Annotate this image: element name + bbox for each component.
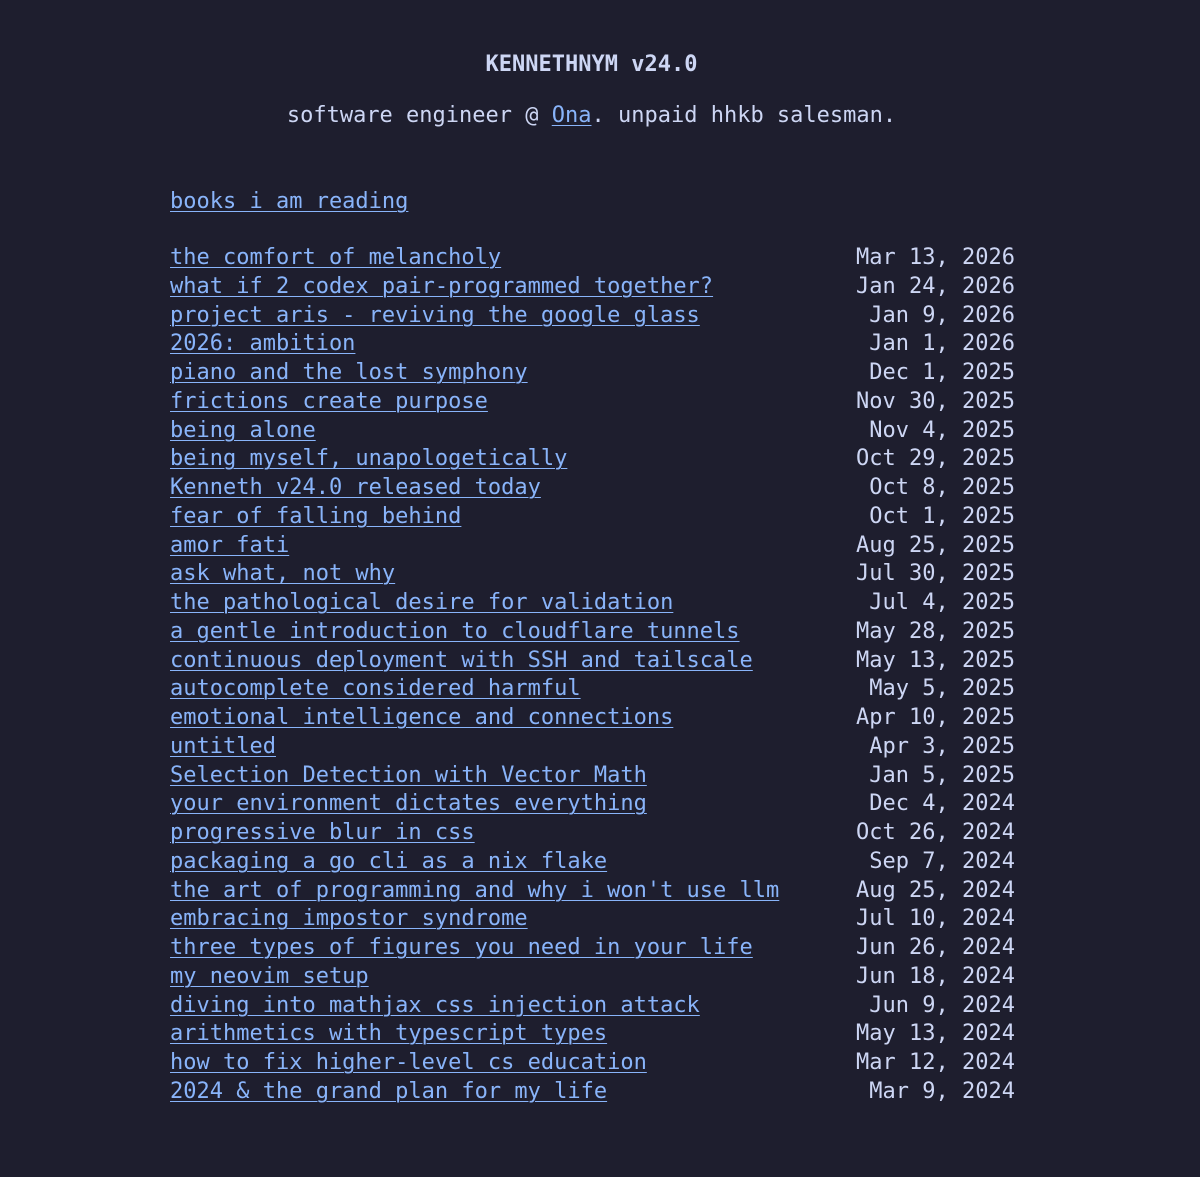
post-title-link[interactable]: Kenneth v24.0 released today [170,475,541,500]
post-date: Mar 12, 2024 [856,1050,1015,1075]
post-title-link[interactable]: fear of falling behind [170,503,462,529]
post-title-link[interactable]: continuous deployment with SSH and tailscale [170,647,753,673]
post-title-link[interactable]: ask what, not why [170,561,396,587]
post-row [170,992,1015,1021]
post-title-link[interactable]: 2024 & the grand plan for my life [170,1078,608,1104]
post-row [170,330,1015,359]
post-list [170,244,1015,1107]
post-row [170,532,1015,561]
post-date: May 13, 2025 [856,647,1015,673]
post-row [170,244,1015,273]
post-row [170,905,1015,934]
post-row [170,704,1015,733]
post-row [170,1049,1015,1078]
post-row [170,474,1015,503]
post-row [170,877,1015,906]
post-date: Dec 4, 2024 [869,791,1015,817]
post-title-link[interactable]: emotional intelligence and connections [170,705,674,730]
post-title-link[interactable]: the art of programming and why i won't use llm [170,877,780,903]
post-date: Jun 9, 2024 [869,992,1015,1018]
post-date: Dec 1, 2025 [869,360,1015,385]
post-title-link[interactable]: autocomplete considered harmful [170,676,581,702]
post-row [170,618,1015,647]
post-title-link[interactable]: the comfort of melancholy [170,245,502,270]
post-row [170,589,1015,618]
books-link[interactable]: books i am reading [170,189,409,214]
post-date: Apr 10, 2025 [856,705,1015,730]
post-row [170,848,1015,877]
post-date: Nov 30, 2025 [856,388,1015,414]
post-title-link[interactable]: being alone [170,417,316,443]
post-date: Mar 9, 2024 [869,1078,1015,1104]
ona-link[interactable]: Ona [551,103,592,128]
tagline [0,101,1183,131]
post-date: Jan 1, 2026 [869,331,1015,357]
post-date: Aug 25, 2025 [856,532,1015,558]
post-title-link[interactable]: diving into mathjax css injection attack [170,992,700,1018]
post-title-link[interactable]: the pathological desire for validation [170,590,674,615]
tagline-suffix: . unpaid hhkb salesman. [591,103,897,128]
post-date: Oct 26, 2024 [856,820,1015,845]
site-title: KENNETHNYM v24.0 [485,52,698,77]
post-title-link[interactable]: my neovim setup [170,963,369,989]
post-date: May 13, 2024 [856,1021,1015,1047]
post-date: Oct 29, 2025 [856,446,1015,472]
post-row [170,560,1015,589]
post-row [170,273,1015,302]
post-title-link[interactable]: your environment dictates everything [170,791,647,817]
post-title-link[interactable]: what if 2 codex pair-programmed together? [170,273,714,299]
post-row [170,1078,1015,1107]
post-title-link[interactable]: piano and the lost symphony [170,360,528,385]
post-date: Jul 4, 2025 [869,590,1015,615]
post-date: May 5, 2025 [869,676,1015,702]
post-row [170,934,1015,963]
post-row [170,445,1015,474]
post-title-link[interactable]: arithmetics with typescript types [170,1021,608,1047]
post-title-link[interactable]: embracing impostor syndrome [170,906,528,932]
post-row [170,819,1015,848]
post-row [170,647,1015,676]
post-date: Jan 5, 2025 [869,762,1015,788]
post-date: Jun 18, 2024 [856,963,1015,989]
post-row [170,503,1015,532]
post-title-link[interactable]: packaging a go cli as a nix flake [170,848,608,874]
post-title-link[interactable]: a gentle introduction to cloudflare tunnels [170,618,740,644]
post-title-link[interactable]: frictions create purpose [170,388,488,414]
post-date: Nov 4, 2025 [869,417,1015,443]
post-row [170,417,1015,446]
post-date: Jul 30, 2025 [856,561,1015,587]
post-date: Oct 8, 2025 [869,475,1015,500]
post-title-link[interactable]: Selection Detection with Vector Math [170,762,647,788]
post-row [170,963,1015,992]
tagline-prefix: software engineer @ [286,103,552,128]
post-row [170,388,1015,417]
post-row [170,733,1015,762]
post-row [170,1020,1015,1049]
post-row [170,762,1015,791]
post-title-link[interactable]: 2026: ambition [170,331,356,357]
post-date: Jan 9, 2026 [869,302,1015,328]
post-row [170,302,1015,331]
post-date: Oct 1, 2025 [869,503,1015,529]
post-title-link[interactable]: three types of figures you need in your life [170,935,753,960]
post-title-link[interactable]: untitled [170,733,276,759]
post-title-link[interactable]: project aris - reviving the google glass [170,302,700,328]
post-row [170,790,1015,819]
post-date: Jun 26, 2024 [856,935,1015,960]
post-date: Aug 25, 2024 [856,877,1015,903]
post-title-link[interactable]: how to fix higher-level cs education [170,1050,647,1075]
post-date: Jul 10, 2024 [856,906,1015,932]
post-date: Apr 3, 2025 [869,733,1015,759]
post-date: Jan 24, 2026 [856,273,1015,299]
post-title-link[interactable]: progressive blur in css [170,820,475,845]
post-title-link[interactable]: amor fati [170,532,290,558]
post-date: Mar 13, 2026 [856,245,1015,270]
post-row [170,675,1015,704]
post-date: Sep 7, 2024 [869,848,1015,874]
post-title-link[interactable]: being myself, unapologetically [170,446,568,472]
post-row [170,359,1015,388]
post-date: May 28, 2025 [856,618,1015,644]
